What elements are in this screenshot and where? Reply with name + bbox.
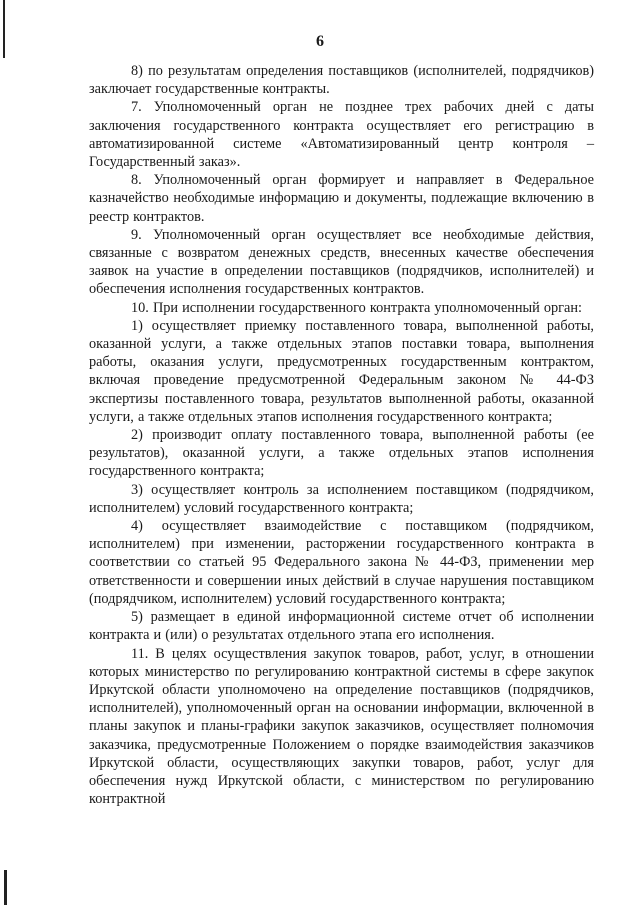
paragraph-item-8: 8) по результатам определения поставщиков (исполнителей, подрядчиков) заключает государственные контракты. — [89, 63, 594, 98]
paragraph-subitem-4: 4) осуществляет взаимодействие с поставщиком (подрядчиком, исполнителем) при изменении, расторжении государственного контракта в соответствии со статьей 95 Федерального закона № 44-ФЗ, применении мер ответственности и совершении иных действий в случае нарушения поставщиком (подрядчиком, исполнителем) условий государственного контракта; — [89, 518, 594, 607]
paragraph-clause-9: 9. Уполномоченный орган осуществляет все необходимые действия, связанные с возвратом денежных средств, внесенных качестве обеспечения заявок на участие в определении поставщиков (подрядчиков, исполнителей) и обеспечения исполнения государственных контрактов. — [89, 226, 594, 298]
paragraph-subitem-5: 5) размещает в единой информационной системе отчет об исполнении контракта и (или) о результатах отдельного этапа его исполнения. — [89, 609, 594, 644]
paragraph-clause-11: 11. В целях осуществления закупок товаров, работ, услуг, в отношении которых министерство по регулированию контрактной системы в сфере закупок Иркутской области уполномочено на определение поставщиков (подрядчиков, исполнителей), уполномоченный орган на основании информации, включенной в планы закупок и планы-графики закупок заказчиков, осуществляет полномочия заказчика, предусмотренные Положением о порядке взаимодействия заказчиков Иркутской области, осуществляющих закупки товаров, работ, услуг для обеспечения нужд Иркутской области, с министерством по регулированию контрактной — [89, 645, 594, 808]
paragraph-subitem-1: 1) осуществляет приемку поставленного товара, выполненной работы, оказанной услуги, а также отдельных этапов поставки товара, выполнения работы, оказания услуги, предусмотренных государственным контрактом, включая проведение предусмотренной Федеральным законом № 44-ФЗ экспертизы поставленного товара, результатов выполненной работы, оказанной услуги, а также отдельных этапов исполнения государственного контракта; — [89, 317, 594, 425]
paragraph-clause-7: 7. Уполномоченный орган не позднее трех рабочих дней с даты заключения государственного контракта осуществляет его регистрацию в автоматизированной системе «Автоматизированный центр контроля – Государственный заказ». — [89, 99, 594, 171]
page-number: 6 — [316, 33, 324, 50]
scan-edge-mark-bottom — [4, 870, 7, 905]
paragraph-clause-8: 8. Уполномоченный орган формирует и направляет в Федеральное казначейство необходимые информацию и документы, подлежащие включению в реестр контрактов. — [89, 172, 594, 225]
paragraph-clause-10: 10. При исполнении государственного контракта уполномоченный орган: — [131, 299, 582, 316]
paragraph-subitem-3: 3) осуществляет контроль за исполнением поставщиком (подрядчиком, исполнителем) условий государственного контракта; — [89, 481, 594, 516]
paragraph-subitem-2: 2) производит оплату поставленного товара, выполненной работы (ее результатов), оказанной услуги, а также отдельных этапов исполнения государственного контракта; — [89, 427, 594, 480]
document-body — [89, 62, 594, 808]
